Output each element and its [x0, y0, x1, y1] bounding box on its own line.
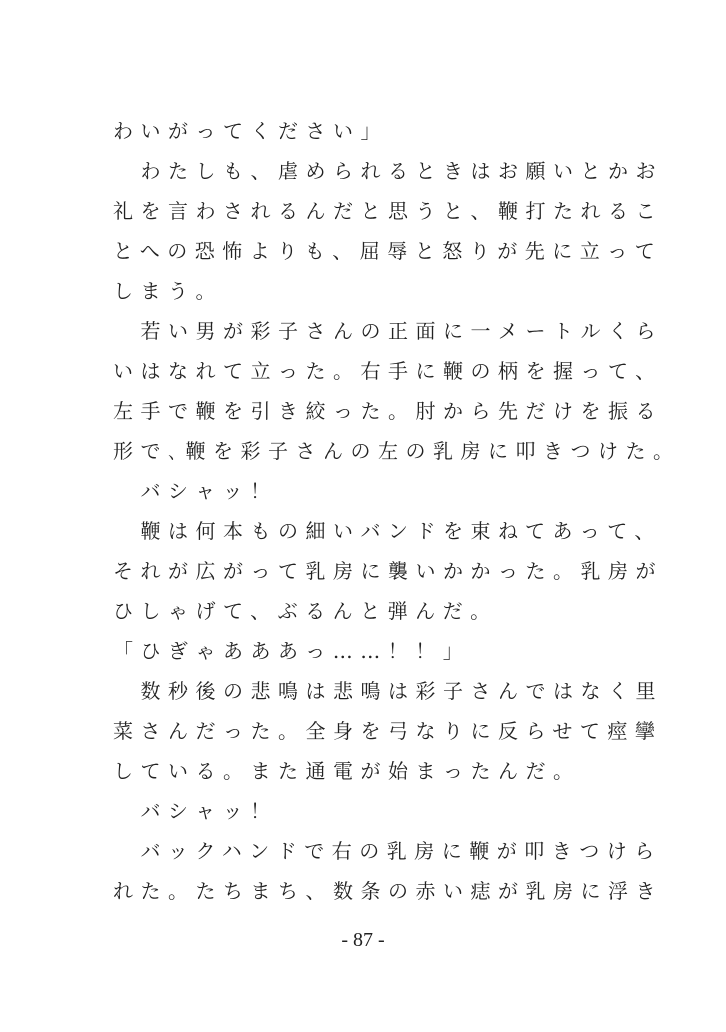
text-line: 鞭は何本もの細いバンドを束ねてあって、	[113, 519, 662, 543]
text-line: わたしも、虐められるときはお願いとかお	[113, 159, 663, 183]
text-line: わいがってください」	[113, 119, 388, 143]
text-line: ひしゃげて、ぶるんと弾んだ。	[113, 599, 498, 623]
text-line: しまう。	[113, 279, 223, 303]
text-line: している。また通電が始まったんだ。	[113, 759, 581, 783]
body-text	[113, 111, 713, 911]
page-number: - 87 -	[341, 929, 385, 951]
text-line: 「ひぎゃあああっ……！！」	[113, 639, 471, 663]
text-line: 形で､鞭を彩子さんの左の乳房に叩きつけた。	[113, 439, 681, 463]
text-line: いはなれて立った。右手に鞭の柄を握って、	[113, 359, 663, 383]
text-line: 若い男が彩子さんの正面に一メートルくら	[113, 319, 663, 343]
text-line: 礼を言わされるんだと思うと、鞭打たれるこ	[113, 199, 663, 223]
text-line: 菜さんだった。全身を弓なりに反らせて痙攣	[113, 719, 663, 743]
text-line: バックハンドで右の乳房に鞭が叩きつけら	[113, 839, 662, 863]
text-line: 数秒後の悲鳴は悲鳴は彩子さんではなく里	[113, 679, 663, 703]
text-line: バシャッ！	[113, 479, 278, 503]
text-line: れた。たちまち、数条の赤い痣が乳房に浮き	[113, 879, 663, 903]
text-line: とへの恐怖よりも、屈辱と怒りが先に立って	[113, 239, 663, 263]
text-line: バシャッ！	[113, 799, 278, 823]
text-line: それが広がって乳房に襲いかかった。乳房が	[113, 559, 663, 583]
text-line: 左手で鞭を引き絞った。肘から先だけを振る	[113, 399, 663, 423]
